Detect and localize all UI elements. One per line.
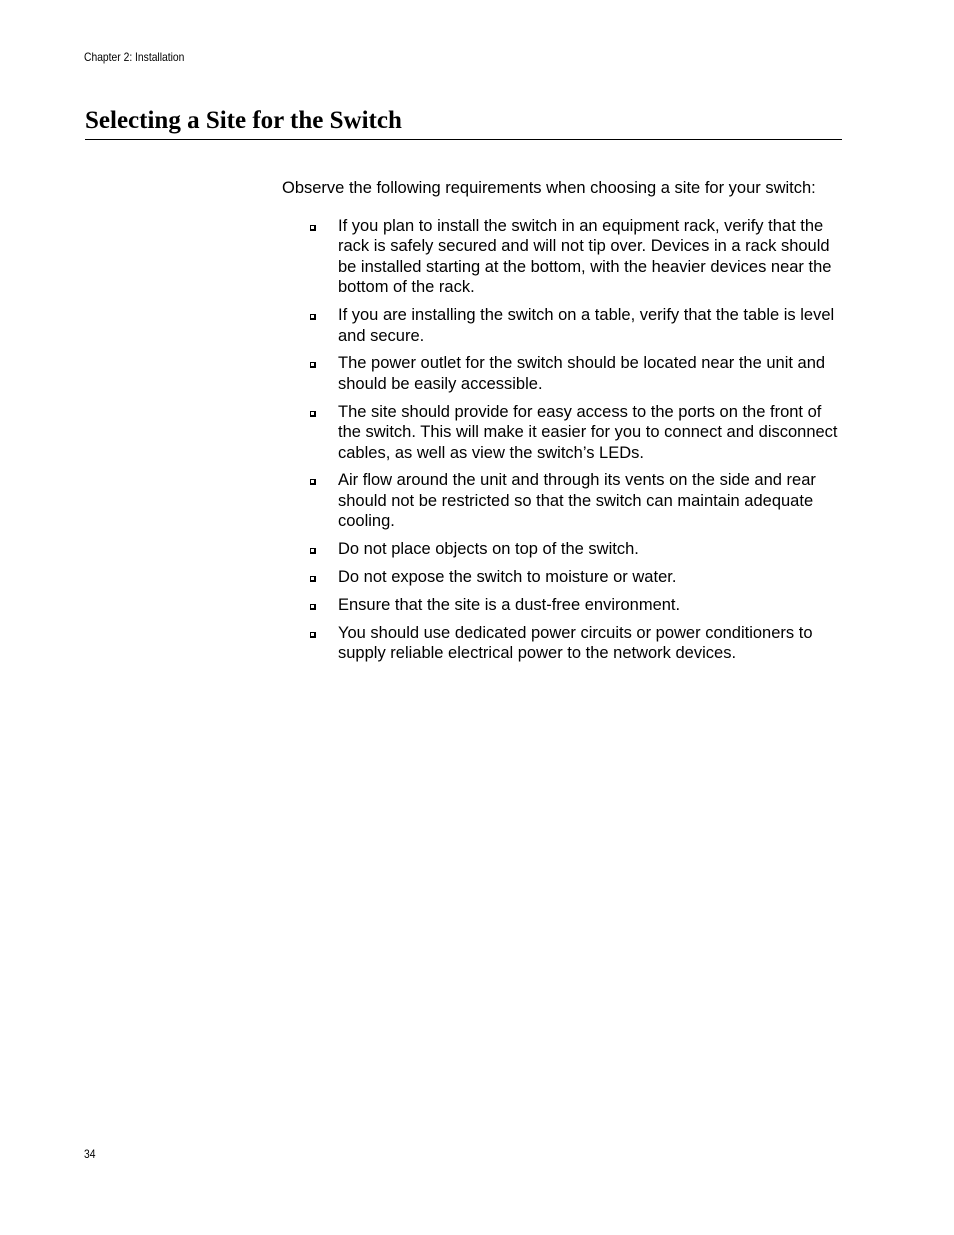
checkbox-bullet-icon — [310, 479, 316, 485]
list-item — [308, 470, 848, 531]
checkbox-bullet-icon — [310, 548, 316, 554]
checkbox-bullet-icon — [310, 225, 316, 231]
section-title: Selecting a Site for the Switch — [85, 107, 402, 134]
list-item — [308, 623, 848, 664]
running-header: Chapter 2: Installation — [84, 50, 185, 64]
checkbox-bullet-icon — [310, 314, 316, 320]
checkbox-bullet-icon — [310, 362, 316, 368]
checkbox-bullet-icon — [310, 411, 316, 417]
list-item-text: If you plan to install the switch in an equipment rack, verify that the rack is safely secured and will not tip over. Devices in a rack should be installed starting at the bottom, with the heavier devices near the bottom of the rack. — [338, 217, 832, 297]
list-item — [308, 216, 848, 298]
list-item — [308, 539, 848, 559]
list-item-text: You should use dedicated power circuits or power conditioners to supply reliable electrical power to the network devices. — [338, 623, 813, 663]
requirements-list — [308, 216, 848, 671]
list-item — [308, 595, 848, 615]
list-item-text: If you are installing the switch on a table, verify that the table is level and secure. — [338, 306, 835, 345]
list-item-text: The site should provide for easy access to the ports on the front of the switch. This will make it easier for you to connect and disconnect cables, as well as view the switch’s LEDs. — [338, 402, 838, 462]
checkbox-bullet-icon — [310, 576, 316, 582]
list-item-text: Air flow around the unit and through its vents on the side and rear should not be restricted so that the switch can maintain adequate cooling. — [338, 471, 816, 531]
list-item — [308, 402, 848, 463]
list-item-text: Do not expose the switch to moisture or water. — [338, 568, 677, 587]
intro-paragraph: Observe the following requirements when choosing a site for your switch: — [282, 179, 816, 197]
list-item-text: Do not place objects on top of the switch. — [338, 540, 639, 559]
page-number: 34 — [84, 1147, 96, 1161]
list-item — [308, 353, 848, 394]
checkbox-bullet-icon — [310, 632, 316, 638]
list-item — [308, 567, 848, 587]
title-divider — [85, 139, 842, 140]
checkbox-bullet-icon — [310, 604, 316, 610]
list-item-text: The power outlet for the switch should be located near the unit and should be easily accessible. — [338, 354, 826, 393]
list-item — [308, 305, 848, 346]
list-item-text: Ensure that the site is a dust-free environment. — [338, 596, 681, 614]
